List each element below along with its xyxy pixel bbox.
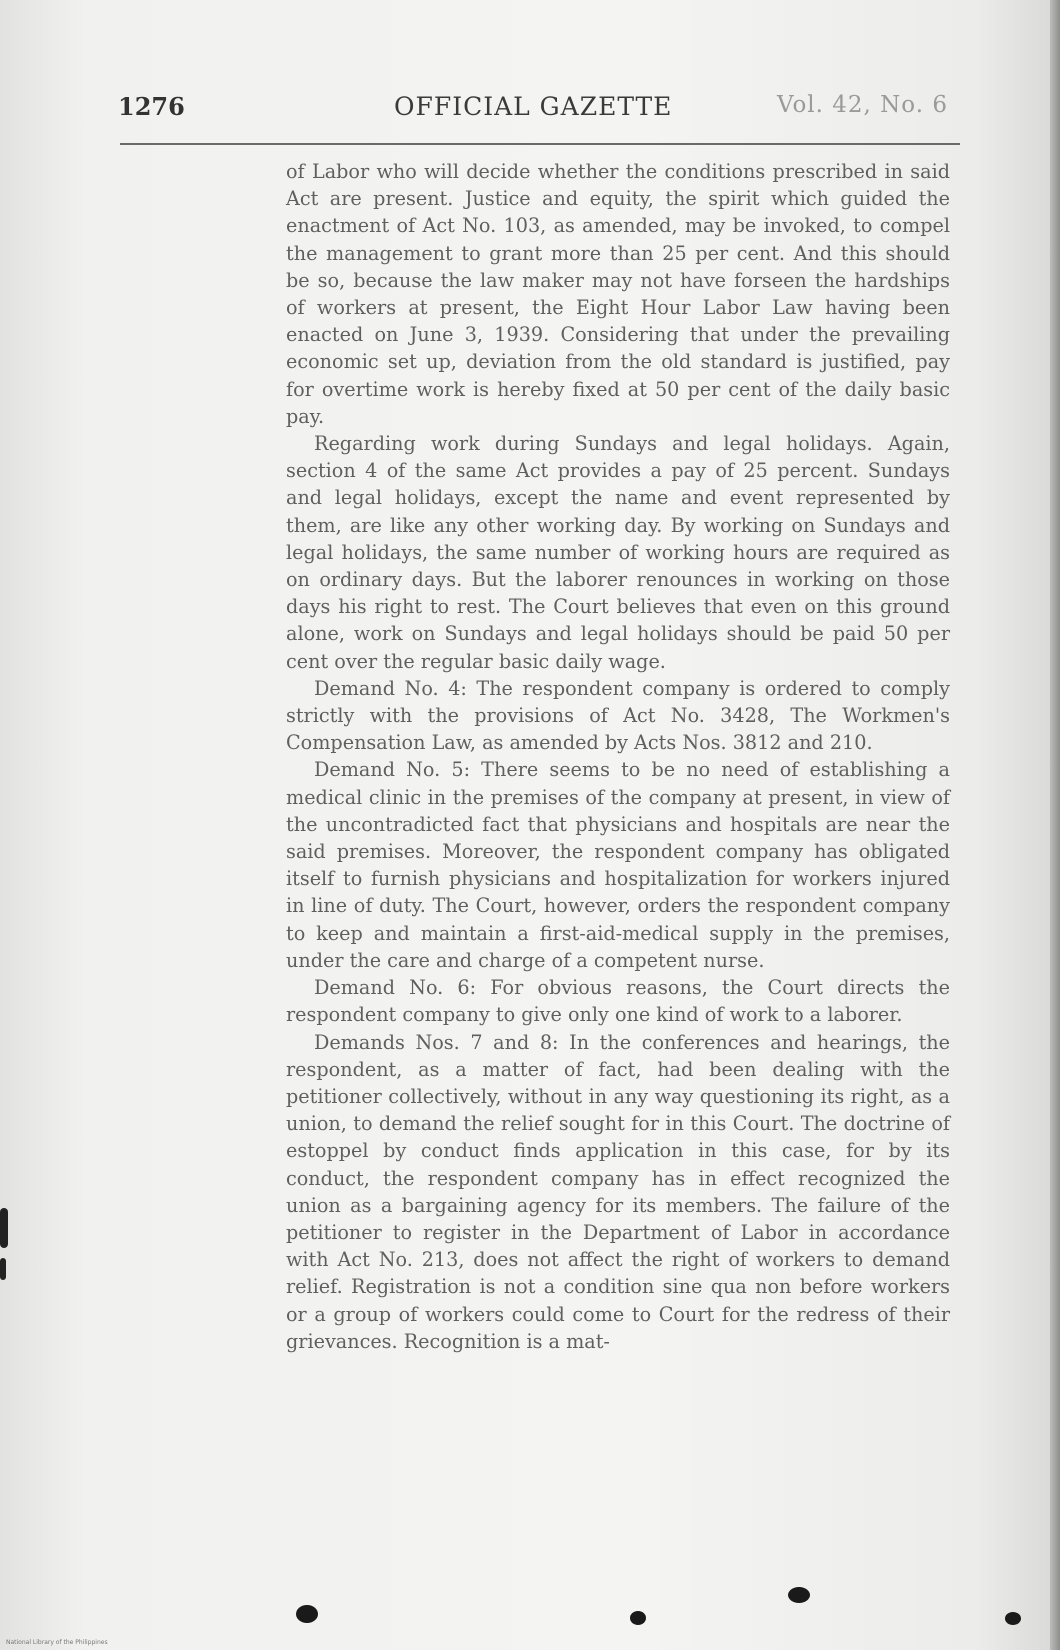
archive-footer-note: National Library of the Philippines	[6, 1639, 108, 1646]
paragraph-demand-4: Demand No. 4: The respondent company is ordered to comply strictly with the provisions of Act No. 3428, The Workmen's Compensation Law, as amended by Acts Nos. 3812 and 210.	[286, 676, 950, 755]
ink-blot	[296, 1605, 318, 1623]
header-rule	[120, 143, 960, 145]
page-number: 1276	[118, 92, 185, 121]
paragraph-demand-6: Demand No. 6: For obvious reasons, the Court directs the respondent company to give only one kind of work to a laborer.	[286, 976, 950, 1027]
binding-mark	[0, 1258, 6, 1280]
ink-blot	[630, 1611, 646, 1625]
page-edge-shadow	[1050, 0, 1060, 1650]
volume-info: Vol. 42, No. 6	[776, 92, 948, 118]
paragraph-overtime: of Labor who will decide whether the conditions prescribed in said Act are present. Justice and equity, the spirit which guided the enactment of Act No. 103, as amended, may be invoked, to compel the management to grant more than 25 per cent. And this should be so, because the law maker may not have forseen the hardships of workers at present, the Eight Hour Labor Law having been enacted on June 3, 1939. Considering that under the prevailing economic set up, deviation from the old standard is justified, pay for overtime work is hereby fixed at 50 per cent of the daily basic pay.	[286, 160, 950, 428]
article-body	[286, 158, 950, 1355]
binding-mark	[0, 1208, 8, 1248]
page-header	[118, 92, 948, 132]
journal-title: OFFICIAL GAZETTE	[394, 92, 673, 121]
ink-blot	[788, 1587, 810, 1603]
paragraph-demand-5: Demand No. 5: There seems to be no need of establishing a medical clinic in the premises of the company at present, in view of the uncontradicted fact that physicians and hospitals are near the said premises. Moreover, the respondent company has obligated itself to furnish physicians and hospitalization for workers injured in line of duty. The Court, however, orders the respondent company to keep and maintain a first-aid-medical supply in the premises, under the care and charge of a competent nurse.	[286, 758, 950, 972]
paragraph-demands-7-8: Demands Nos. 7 and 8: In the conferences and hearings, the respondent, as a matter of fact, had been dealing with the petitioner collectively, without in any way questioning its right, as a union, to demand the relief sought for in this Court. The doctrine of estoppel by conduct finds application in this case, for by its conduct, the respondent company has in effect recognized the union as a bargaining agency for its members. The failure of the petitioner to register in the Department of Labor in accordance with Act No. 213, does not affect the right of workers to demand relief. Registration is not a condition sine qua non before workers or a group of workers could come to Court for the redress of their grievances. Recognition is a mat-	[286, 1030, 950, 1353]
paragraph-sundays-holidays: Regarding work during Sundays and legal holidays. Again, section 4 of the same Act provides a pay of 25 percent. Sundays and legal holidays, except the name and event represented by them, are like any other working day. By working on Sundays and legal holidays, the same number of working hours are required as on ordinary days. But the laborer renounces in working on those days his right to rest. The Court believes that even on this ground alone, work on Sundays and legal holidays should be paid 50 per cent over the regular basic daily wage.	[286, 432, 950, 673]
ink-blot	[1005, 1612, 1021, 1625]
